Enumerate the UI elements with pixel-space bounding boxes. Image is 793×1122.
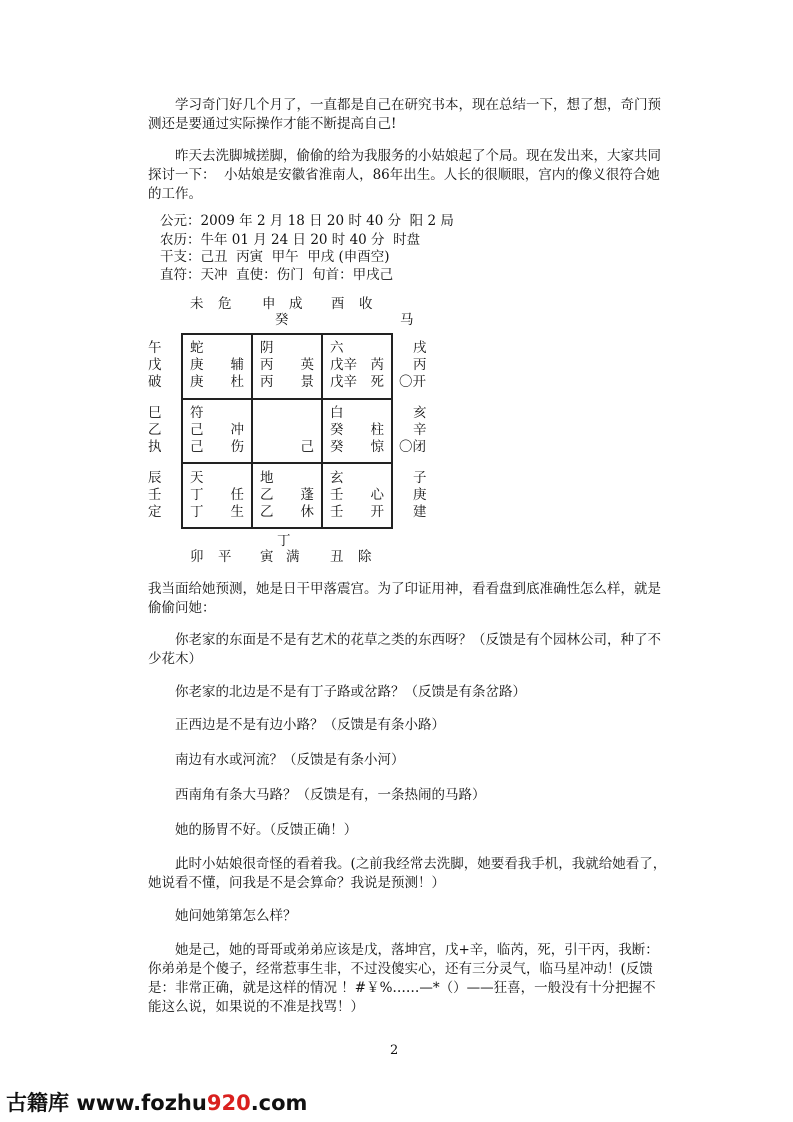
chart-right-label: 戌 — [413, 340, 427, 356]
chart-left-label: 戊 — [148, 357, 162, 373]
paragraph-analysis: 她是己，她的哥哥或弟弟应该是戊，落坤宫，戊+辛，临芮，死，引干丙，我断：你弟弟是个傻子，经常惹事生非，不过没傻实心，还有三分灵气，临马星冲动！(反馈是：非常正确，就是这样的情况 ！#￥%……—*（）——狂喜，一般没有十分把握不能这么说，如果说的不准是找骂！） — [148, 942, 659, 1015]
chart-top-label: 未 — [190, 296, 204, 312]
chart-top-label: 申 — [262, 296, 276, 312]
palace-deity: 天 — [190, 470, 204, 486]
chart-grid-line — [183, 462, 393, 464]
info-zhifu: 直符：天冲 直使：伤门 旬首：甲戌己 — [160, 267, 394, 283]
chart-grid-line — [391, 333, 393, 529]
paragraph-question: 正西边是不是有边小路？（反馈是有条小路） — [148, 717, 445, 733]
palace-door: 壬 开 — [330, 504, 384, 520]
chart-bottom-label-ding: 丁 — [277, 533, 291, 549]
chart-top-label: 收 — [359, 296, 373, 312]
chart-grid-line — [183, 333, 393, 335]
footer-watermark — [6, 1087, 307, 1117]
info-lunar-date: 农历：牛年 01 月 24 日 20 时 40 分 时盘 — [160, 232, 421, 248]
chart-bottom-label: 除 — [358, 549, 372, 565]
info-ganzhi: 干支：己丑 丙寅 甲午 甲戌 (申酉空) — [160, 249, 390, 265]
chart-grid-line — [321, 333, 323, 529]
palace-deity: 白 — [330, 405, 344, 421]
paragraph-background: 昨天去洗脚城搓脚，偷偷的给为我服务的小姑娘起了个局。现在发出来，大家共同探讨一下： 小姑娘是安徽省淮南人，86年出生。人长的很顺眼，宫内的像义很符合她的工作。 — [148, 148, 661, 202]
chart-right-label: 〇开 — [399, 374, 426, 390]
palace-door: 丙 景 — [260, 374, 314, 390]
paragraph-question: 你老家的北边是不是有丁子路或岔路？（反馈是有条岔路） — [148, 684, 526, 700]
chart-grid-line — [251, 333, 253, 529]
palace-star: 癸 柱 — [330, 422, 384, 438]
footer-url-suffix: .com — [250, 1091, 308, 1115]
palace-star: 丁 任 — [190, 487, 244, 503]
palace-star: 戊辛 芮 — [330, 357, 384, 373]
chart-grid-line — [183, 398, 393, 400]
palace-deity: 玄 — [330, 470, 344, 486]
paragraph-question: 南边有水或河流？（反馈是有条小河） — [148, 752, 405, 768]
palace-star: 庚 辅 — [190, 357, 244, 373]
chart-right-label: 辛 — [413, 422, 427, 438]
palace-deity: 阴 — [260, 340, 274, 356]
palace-door: 己 伤 — [190, 439, 244, 455]
chart-bottom-label: 满 — [286, 549, 300, 565]
page-number: 2 — [390, 1043, 399, 1058]
chart-top-label-ma: 马 — [400, 312, 414, 328]
chart-bottom-label: 平 — [218, 549, 232, 565]
footer-url-prefix: www.fozhu — [76, 1091, 207, 1115]
chart-left-label: 午 — [148, 340, 162, 356]
footer-site-name: 古籍库 — [6, 1091, 69, 1115]
chart-top-label: 酉 — [331, 296, 345, 312]
chart-bottom-label: 寅 — [260, 549, 274, 565]
paragraph-prediction-intro: 我当面给她预测，她是日干甲落震宫。为了印证用神，看看盘到底准确性怎么样，就是偷偷问她： — [148, 581, 661, 616]
chart-right-label: 亥 — [413, 405, 427, 421]
palace-star: 己 冲 — [190, 422, 244, 438]
chart-left-label: 定 — [148, 504, 162, 520]
chart-right-label: 〇闭 — [399, 439, 426, 455]
chart-right-label: 丙 — [413, 357, 427, 373]
chart-right-label: 庚 — [413, 487, 427, 503]
paragraph-reaction: 此时小姑娘很奇怪的看着我。(之前我经常去洗脚，她要看我手机，我就给她看了，她说看不懂，问我是不是会算命？我说是预测！） — [148, 856, 667, 891]
chart-left-label: 破 — [148, 374, 162, 390]
chart-left-label: 辰 — [148, 470, 162, 486]
chart-grid-line — [183, 527, 393, 529]
palace-star: 丙 英 — [260, 357, 314, 373]
chart-top-label: 危 — [218, 296, 232, 312]
chart-right-label: 子 — [413, 470, 427, 486]
chart-bottom-label: 丑 — [330, 549, 344, 565]
chart-top-label-gui: 癸 — [275, 312, 289, 328]
palace-door: 乙 休 — [260, 504, 314, 520]
chart-left-label: 巳 — [148, 405, 162, 421]
footer-url-number: 920 — [206, 1091, 251, 1115]
chart-left-label: 乙 — [148, 422, 162, 438]
palace-star: 乙 蓬 — [260, 487, 314, 503]
palace-door: 癸 惊 — [330, 439, 384, 455]
paragraph-question-brother: 她问她第第怎么样？ — [148, 908, 297, 924]
palace-deity: 六 — [330, 340, 344, 356]
chart-grid-line — [181, 333, 183, 529]
paragraph-question: 西南角有条大马路？（反馈是有，一条热闹的马路） — [148, 787, 486, 803]
chart-bottom-label: 卯 — [190, 549, 204, 565]
palace-deity: 地 — [260, 470, 274, 486]
palace-star: 壬 心 — [330, 487, 384, 503]
paragraph-question: 你老家的东面是不是有艺术的花草之类的东西呀？（反馈是有个园林公司，种了不少花木） — [148, 632, 661, 667]
palace-deity: 符 — [190, 405, 204, 421]
palace-deity: 蛇 — [190, 340, 204, 356]
palace-center-stem: 己 — [260, 439, 314, 455]
paragraph-question: 她的肠胃不好。（反馈正确！） — [148, 822, 358, 838]
info-solar-date: 公元：2009 年 2 月 18 日 20 时 40 分 阳 2 局 — [160, 213, 454, 229]
paragraph-intro: 学习奇门好几个月了，一直都是自己在研究书本，现在总结一下，想了想，奇门预测还是要通过实际操作才能不断提高自己! — [148, 97, 661, 132]
palace-door: 戊辛 死 — [330, 374, 384, 390]
chart-right-label: 建 — [413, 504, 427, 520]
chart-left-label: 执 — [148, 439, 162, 455]
chart-top-label: 成 — [289, 296, 303, 312]
palace-door: 庚 杜 — [190, 374, 244, 390]
palace-door: 丁 生 — [190, 504, 244, 520]
chart-left-label: 壬 — [148, 487, 162, 503]
